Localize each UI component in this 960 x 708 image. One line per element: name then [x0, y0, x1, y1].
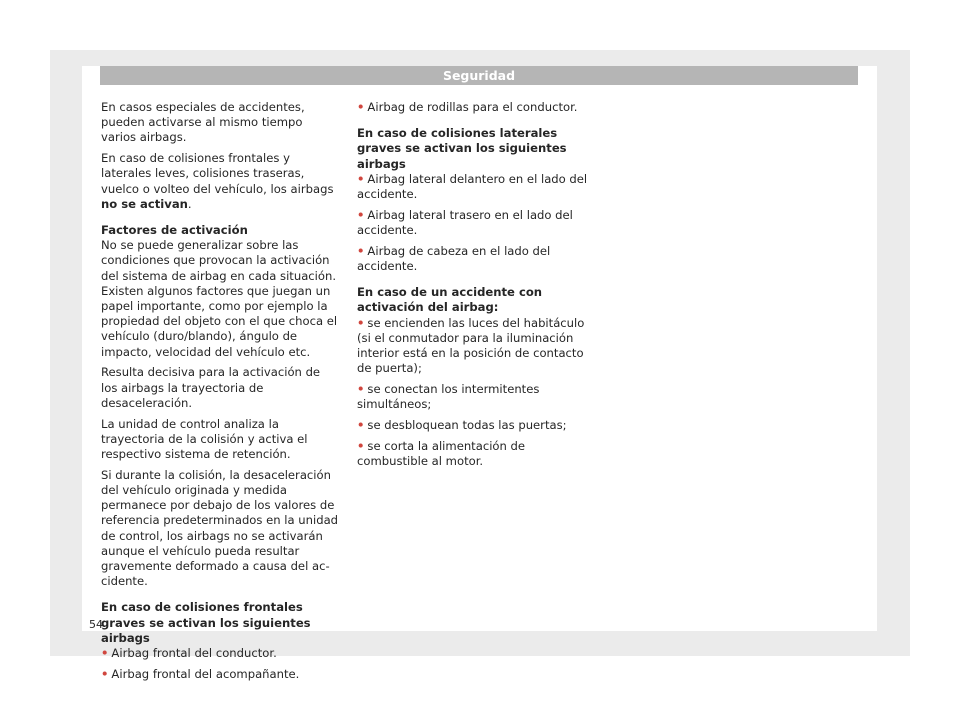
bullet-icon: •: [101, 646, 109, 661]
list-item: • Airbag de rodillas para el conductor.: [357, 100, 578, 114]
left-column: [101, 100, 339, 688]
list-item: • Airbag frontal del conductor.: [101, 646, 277, 661]
bullet-icon: •: [357, 418, 365, 433]
bullet-icon: •: [357, 207, 365, 222]
bullet-icon: •: [357, 243, 365, 258]
section-heading: En caso de un accidente con activación del airbag:: [357, 285, 543, 315]
list-item: • Airbag lateral trasero en el lado del accidente.: [357, 207, 573, 238]
paragraph: En caso de colisiones frontales y laterales leves, colisiones traseras, vuelco o volteo del vehículo, los airbags no se activan.: [101, 151, 334, 211]
emphasis: no se activan: [101, 196, 188, 211]
paragraph: No se puede generalizar sobre las condiciones que provocan la activación del sistema de airbag en cada situación. Existen algunos factores que juegan un papel importante, como por ejemplo la propiedad del objeto con el que choca el vehículo (duro/blando), ángulo de impacto, velocidad del vehículo etc.: [101, 238, 338, 359]
paragraph: Resulta decisiva para la activación de los airbags la trayectoria de desaceleración.: [101, 365, 321, 410]
bullet-icon: •: [357, 315, 365, 330]
list-item: • Airbag lateral delantero en el lado del accidente.: [357, 171, 588, 202]
paragraph: La unidad de control analiza la trayectoria de la colisión y activa el respectivo sistema de retención.: [101, 416, 308, 462]
section-heading: Factores de activación: [101, 223, 248, 238]
bullet-icon: •: [357, 100, 365, 114]
bullet-icon: •: [357, 171, 365, 186]
right-column: [357, 100, 595, 475]
bullet-icon: •: [357, 438, 365, 453]
section-heading: En caso de colisiones laterales graves se activan los siguientes airbags: [357, 126, 567, 171]
list-item: • se conectan los intermitentes simultáneos;: [357, 382, 540, 412]
bullet-icon: •: [357, 382, 365, 397]
list-item: • se corta la alimentación de combustible al motor.: [357, 438, 526, 469]
list-item: • se desbloquean todas las puertas;: [357, 418, 567, 433]
list-item: • Airbag de cabeza en el lado del accidente.: [357, 243, 551, 274]
paragraph: En casos especiales de accidentes, pueden activarse al mismo tiempo varios airbags.: [101, 100, 305, 145]
list-item: • Airbag frontal del acompañante.: [101, 666, 300, 681]
section-header: [100, 66, 858, 85]
page-number: 54: [89, 618, 103, 631]
list-item: • se encienden las luces del habitáculo (si el conmutador para la iluminación interior está en la posición de contacto de puerta);: [357, 315, 585, 376]
section-heading: En caso de colisiones frontales graves se activan los siguientes airbags: [101, 600, 311, 645]
section-title: Seguridad: [442, 68, 516, 83]
paragraph: Si durante la colisión, la desaceleración del vehículo originada y medida permanece por debajo de los valores de referencia predeterminados en la unidad de control, los airbags no se activarán aunque el vehículo pueda resultar gravemente deformado a causa del accidente.: [101, 467, 339, 589]
bullet-icon: •: [101, 666, 109, 681]
